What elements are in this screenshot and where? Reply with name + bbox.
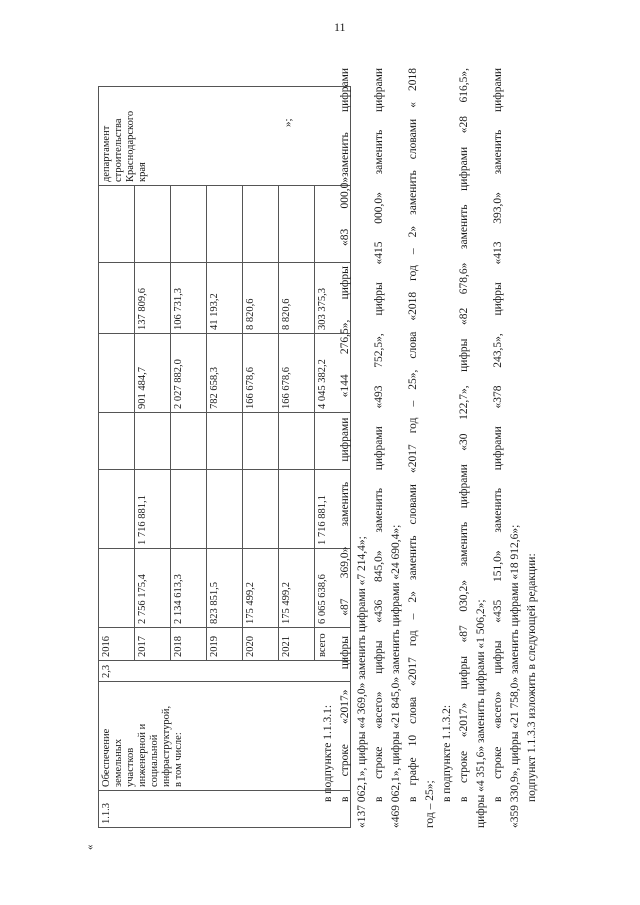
executor-line: департамент xyxy=(101,125,112,182)
paragraph: в графе 10 слова «2017 год – 2» заменить словами «2017 год – 25», слова «2018 год – 2» заменить словами « 2018 xyxy=(407,68,419,802)
year-cell: всего xyxy=(315,628,351,661)
value-cell xyxy=(99,413,135,470)
executor-cell xyxy=(99,87,351,186)
value-cell: 41 193,2 xyxy=(207,263,243,334)
paragraph: год – 25»; xyxy=(424,780,436,828)
value-cell: 8 820,6 xyxy=(279,263,315,334)
value-cell: 175 499,2 xyxy=(279,549,315,628)
executor-line: строительства xyxy=(113,118,124,182)
table-row xyxy=(99,87,135,828)
value-cell xyxy=(279,413,315,470)
paragraph: в подпункте 1.1.3.1: xyxy=(322,704,334,802)
value-cell: 901 484,7 xyxy=(135,334,171,413)
value-cell: 2 027 882,0 xyxy=(171,334,207,413)
value-cell xyxy=(207,470,243,549)
value-cell: 303 375,3 xyxy=(315,263,351,334)
value-cell xyxy=(243,470,279,549)
executor-line: края xyxy=(137,162,148,182)
value-cell xyxy=(135,186,171,263)
value-cell xyxy=(99,334,135,413)
value-cell xyxy=(99,263,135,334)
value-cell xyxy=(279,186,315,263)
value-cell: 1 716 881,1 xyxy=(135,470,171,549)
paragraph: в строке «всего» цифры «435 151,0» заменить цифрами «378 243,5», цифры «413 393,0» заменить цифрами xyxy=(492,68,504,802)
item-name-line: инженерной и xyxy=(137,723,148,787)
paragraph: в строке «2017» цифры «87 030,2» заменить цифрами «30 122,7», цифры «82 678,6» заменить цифрами «28 616,5», xyxy=(458,68,470,802)
paragraph: «359 330,9», цифры «21 758,0» заменить цифрами «18 912,6»; xyxy=(509,524,521,828)
value-cell: 823 851,5 xyxy=(207,549,243,628)
value-cell xyxy=(279,470,315,549)
program-table xyxy=(98,86,351,828)
value-cell xyxy=(207,186,243,263)
year-cell: 2017 xyxy=(135,628,171,661)
rotated-content xyxy=(84,42,538,850)
item-name-line: социальной xyxy=(149,734,160,787)
value-cell xyxy=(171,470,207,549)
value-cell: 166 678,6 xyxy=(279,334,315,413)
value-cell xyxy=(243,186,279,263)
year-cell: 2019 xyxy=(207,628,243,661)
value-cell xyxy=(243,413,279,470)
value-cell: 137 809,6 xyxy=(135,263,171,334)
paragraph: цифры «4 351,6» заменить цифрами «1 506,2»; xyxy=(475,599,487,828)
year-cell: 2016 xyxy=(99,628,135,661)
item-name-line: земельных xyxy=(113,738,124,787)
year-cell: 2020 xyxy=(243,628,279,661)
year-cell: 2018 xyxy=(171,628,207,661)
value-cell xyxy=(171,186,207,263)
paragraph: в подпункте 1.1.3.2: xyxy=(441,704,453,802)
paragraph: «137 062,1», цифры «4 369,0» заменить цифрами «7 214,4»; xyxy=(356,536,368,828)
executor-line: Краснодарского xyxy=(125,110,136,182)
item-name-line: в том числе: xyxy=(173,732,184,787)
paragraph: «469 062,1», цифры «21 845,0» заменить цифрами «24 690,4»; xyxy=(390,524,402,828)
value-cell: 2 134 613,3 xyxy=(171,549,207,628)
value-cell xyxy=(99,470,135,549)
item-number-cell: 1.1.3 xyxy=(99,791,351,828)
value-cell xyxy=(99,186,135,263)
item-name-line: участков xyxy=(125,747,136,787)
paragraph: в строке «2017» цифры «87 369,0» заменить цифрами «144 276,5», цифры «83 000,0»заменить цифрами xyxy=(339,68,351,802)
value-cell: 1 716 881,1 xyxy=(315,470,351,549)
item-name-line: инфраструктурой, xyxy=(161,705,172,787)
value-cell: 106 731,3 xyxy=(171,263,207,334)
year-cell: 2021 xyxy=(279,628,315,661)
paragraph: в строке «всего» цифры «436 845,0» заменить цифрами «493 752,5», цифры «415 000,0» заменить цифрами xyxy=(373,68,385,802)
value-cell: 2 756 175,4 xyxy=(135,549,171,628)
value-cell: 4 045 382,2 xyxy=(315,334,351,413)
item-name-cell xyxy=(99,682,351,791)
value-cell xyxy=(135,413,171,470)
value-cell: 782 658,3 xyxy=(207,334,243,413)
value-cell: 6 065 638,6 xyxy=(315,549,351,628)
value-cell: 175 499,2 xyxy=(243,549,279,628)
value-cell xyxy=(171,413,207,470)
item-name-line: Обеспечение xyxy=(101,728,112,787)
value-cell: 166 678,6 xyxy=(243,334,279,413)
column-2-cell: 2,3 xyxy=(99,661,351,682)
paragraph: подпункт 1.1.3.3 изложить в следующей редакции: xyxy=(526,553,538,802)
value-cell xyxy=(207,413,243,470)
closing-quote: »; xyxy=(282,118,294,127)
value-cell xyxy=(99,549,135,628)
value-cell: 8 820,6 xyxy=(243,263,279,334)
opening-quote: « xyxy=(84,844,96,850)
page-number: 11 xyxy=(334,20,346,34)
